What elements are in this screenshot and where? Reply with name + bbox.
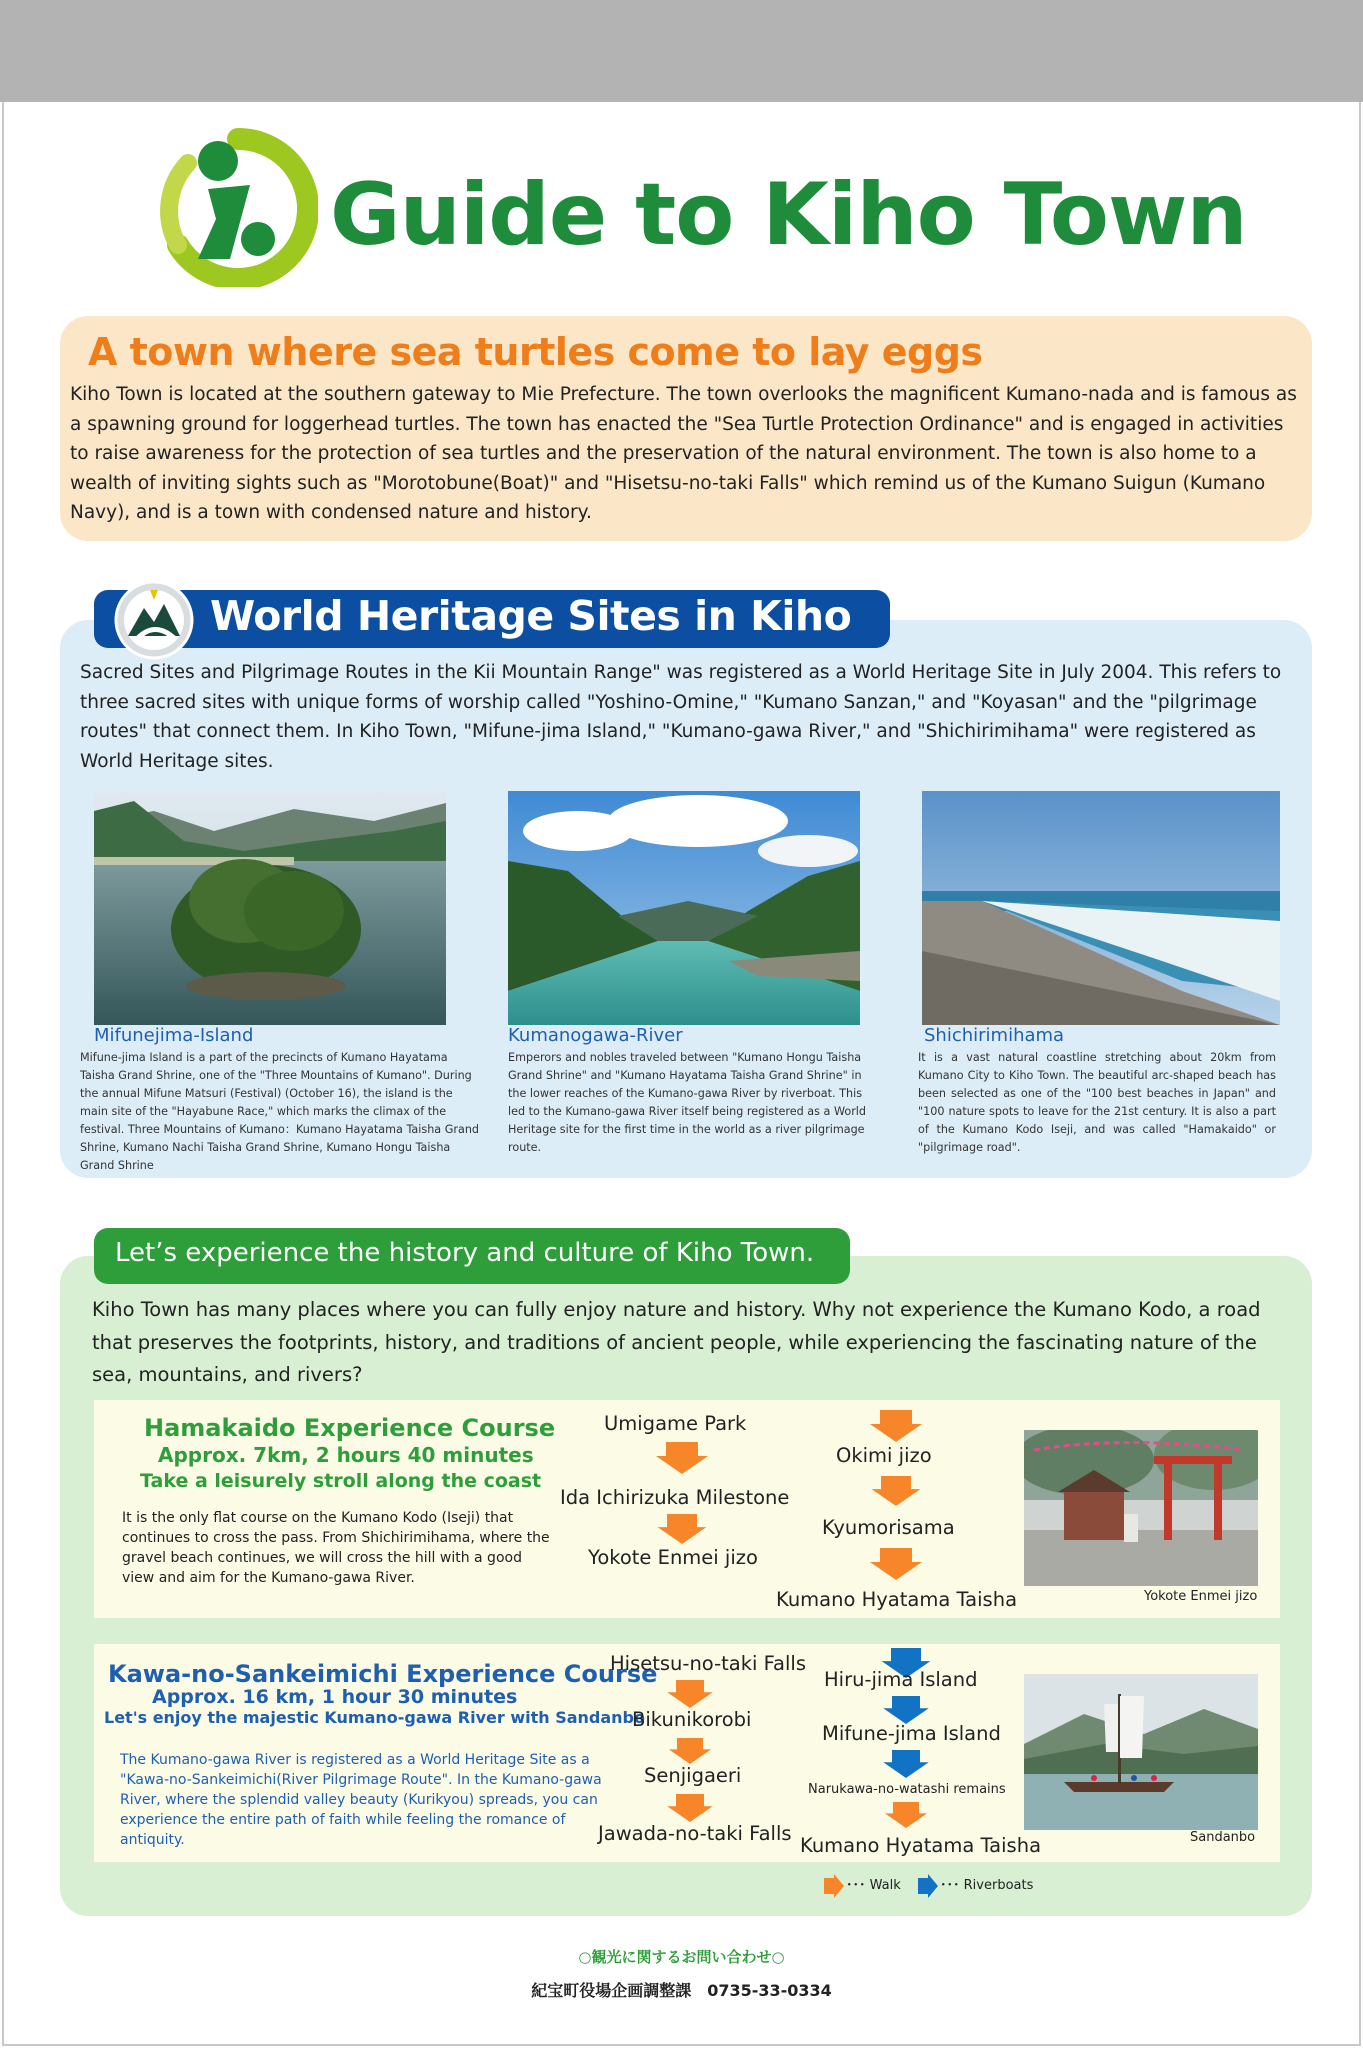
course2-stop-jawada: Jawada-no-taki Falls [598, 1822, 792, 1845]
site-title-mifunejima: Mifunejima-Island [94, 1025, 254, 1046]
shichirimihama-photo [922, 791, 1280, 1025]
walk-arrow-icon [880, 1802, 932, 1828]
walk-arrow-icon [870, 1476, 922, 1506]
intro-body: Kiho Town is located at the southern gateway to Mie Prefecture. The town overlooks the magnificent Kumano-nada and is famous as a spawning ground for loggerhead turtles. The town has enacted the "Sea Turtle Protection Ordinance" and is engaged in activities to raise awareness for the protection of sea turtles and the preservation of the natural environment. The town is also home to a wealth of inviting sights such as "Morotobune(Boat)" and "Hisetsu-no-taki Falls" which remind us of the Kumano Suigun (Kumano Navy), and is a town with condensed nature and history. [70, 384, 1297, 523]
course2-stop-mifunejima: Mifune-jima Island [822, 1722, 1001, 1745]
course2-stop-hirujima: Hiru-jima Island [824, 1668, 978, 1691]
yokote-enmei-jizo-photo [1024, 1430, 1258, 1586]
site-desc-kumanogawa: Emperors and nobles traveled between "Kumano Hongu Taisha Grand Shrine" and "Kumano Hayatama Taisha Grand Shrine" in the lower reaches of the Kumano-gawa River by riverboat. This led to the Kumano-gawa River itself being registered as a World Heritage site for the first time in the world as a river pilgrimage route. [508, 1051, 867, 1154]
course1-tagline: Take a leisurely stroll along the coast [140, 1470, 542, 1492]
course1-stop-ida: Ida Ichirizuka Milestone [560, 1486, 790, 1509]
riverboat-arrow-icon [880, 1696, 932, 1724]
course2-tagline: Let's enjoy the majestic Kumano-gawa River with Sandanbo [104, 1708, 645, 1727]
course1-distance: Approx. 7km, 2 hours 40 minutes [158, 1443, 534, 1467]
heritage-body: Sacred Sites and Pilgrimage Routes in the Kii Mountain Range" was registered as a World Heritage Site in July 2004. This refers to three sacred sites with unique forms of worship called "Yoshino-Omine," "Kumano Sanzan," and "Koyasan" and the "pilgrimage routes" that connect them. In Kiho Town, "Mifune-jima Island," "Kumano-gawa River," and "Shichirimihama" were registered as World Heritage sites. [80, 662, 1282, 772]
course2-stop-bikunikorobi: Bikunikorobi [632, 1708, 752, 1731]
site-desc-shichirimihama: It is a vast natural coastline stretching about 20km from Kumano City to Kiho Town. The beautiful arc-shaped beach has been selected as one of the "100 best beaches in Japan" and "100 nature spots to leave for the 21st century. It is also a part of the Kumano Kodo Iseji, and was called "Hamakaido" or "pilgrimage road". [918, 1051, 1276, 1154]
walk-arrow-icon [664, 1794, 716, 1822]
heritage-title: World Heritage Sites in Kiho [210, 592, 852, 640]
contact-label: ○観光に関するお問い合わせ○ [578, 1948, 785, 1966]
walk-arrow-icon [870, 1410, 922, 1442]
course1-stop-kyumorisama: Kyumorisama [822, 1516, 955, 1539]
walk-arrow-icon [656, 1514, 708, 1544]
mifunejima-island-photo [94, 791, 446, 1025]
course2-photo-caption: Sandanbo [1190, 1830, 1256, 1845]
walk-arrow-icon [870, 1548, 922, 1580]
course1-stop-umigame: Umigame Park [604, 1412, 747, 1435]
course1-photo-caption: Yokote Enmei jizo [1144, 1589, 1258, 1604]
course1-stop-okimi: Okimi jizo [836, 1444, 932, 1467]
course1-title: Hamakaido Experience Course [144, 1414, 556, 1442]
course2-stop-hisetsu: Hisetsu-no-taki Falls [610, 1652, 806, 1675]
page-title: Guide to Kiho Town [330, 165, 1247, 265]
course2-stop-taisha: Kumano Hyatama Taisha [800, 1834, 1042, 1857]
experience-title: Let’s experience the history and culture of Kiho Town. [115, 1238, 815, 1268]
sandanbo-boat-photo [1024, 1674, 1258, 1830]
world-heritage-emblem-icon [114, 580, 194, 660]
walk-arrow-icon [664, 1738, 716, 1764]
contact-phone: 紀宝町役場企画調整課 0735-33-0334 [531, 1981, 832, 2000]
walk-arrow-icon [664, 1680, 716, 1708]
course1-stop-taisha: Kumano Hyatama Taisha [776, 1588, 1018, 1611]
intro-title: A town where sea turtles come to lay eggs [88, 330, 983, 374]
course2-distance: Approx. 16 km, 1 hour 30 minutes [152, 1686, 518, 1708]
course2-stop-narukawa: Narukawa-no-watashi remains [808, 1782, 1006, 1797]
walk-arrow-icon [656, 1442, 708, 1474]
kumanogawa-river-photo [508, 791, 860, 1025]
course2-desc: The Kumano-gawa River is registered as a World Heritage Site as a "Kawa-no-Sankeimichi(River Pilgrimage Route". In the Kumano-gawa River, where the splendid valley beauty (Kurikyou) spreads, you can experience the entire path of faith while feeling the romance of antiquity. [120, 1752, 602, 1848]
course2-stop-senjigaeri: Senjigaeri [644, 1764, 742, 1787]
legend-walk: ･･･ Walk [846, 1878, 901, 1893]
site-title-kumanogawa: Kumanogawa-River [508, 1025, 683, 1046]
top-gray-band [0, 0, 1363, 102]
course2-title: Kawa-no-Sankeimichi Experience Course [108, 1660, 658, 1688]
walk-legend-arrow-icon [824, 1874, 844, 1898]
riverboat-legend-arrow-icon [918, 1874, 938, 1898]
riverboat-arrow-icon [880, 1750, 932, 1778]
course1-desc: It is the only flat course on the Kumano Kodo (Iseji) that continues to cross the pass. From Shichirimihama, where the gravel beach continues, we will cross the hill with a good view and aim for the Kumano-gawa River. [122, 1510, 550, 1586]
legend-riverboats: ･･･ Riverboats [940, 1878, 1034, 1893]
site-title-shichirimihama: Shichirimihama [924, 1025, 1065, 1046]
course1-stop-yokote: Yokote Enmei jizo [588, 1546, 758, 1569]
site-desc-mifunejima: Mifune-jima Island is a part of the precincts of Kumano Hayatama Taisha Grand Shrine, one of the "Three Mountains of Kumano". During the annual Mifune Matsuri (Festival) (October 16), the island is the main site of the "Hayabune Race," which marks the climax of the festival. Three Mountains of Kumano：Kumano Hayatama Taisha Grand Shrine, Kumano Nachi Taisha Grand Shrine, Kumano Hongu Taisha Grand Shrine [80, 1051, 480, 1172]
experience-body: Kiho Town has many places where you can fully enjoy nature and history. Why not experience the Kumano Kodo, a road that preserves the footprints, history, and traditions of ancient people, while experiencing the fascinating nature of the sea, mountains, and rivers? [92, 1298, 1261, 1386]
kiho-logo-icon [158, 127, 318, 287]
